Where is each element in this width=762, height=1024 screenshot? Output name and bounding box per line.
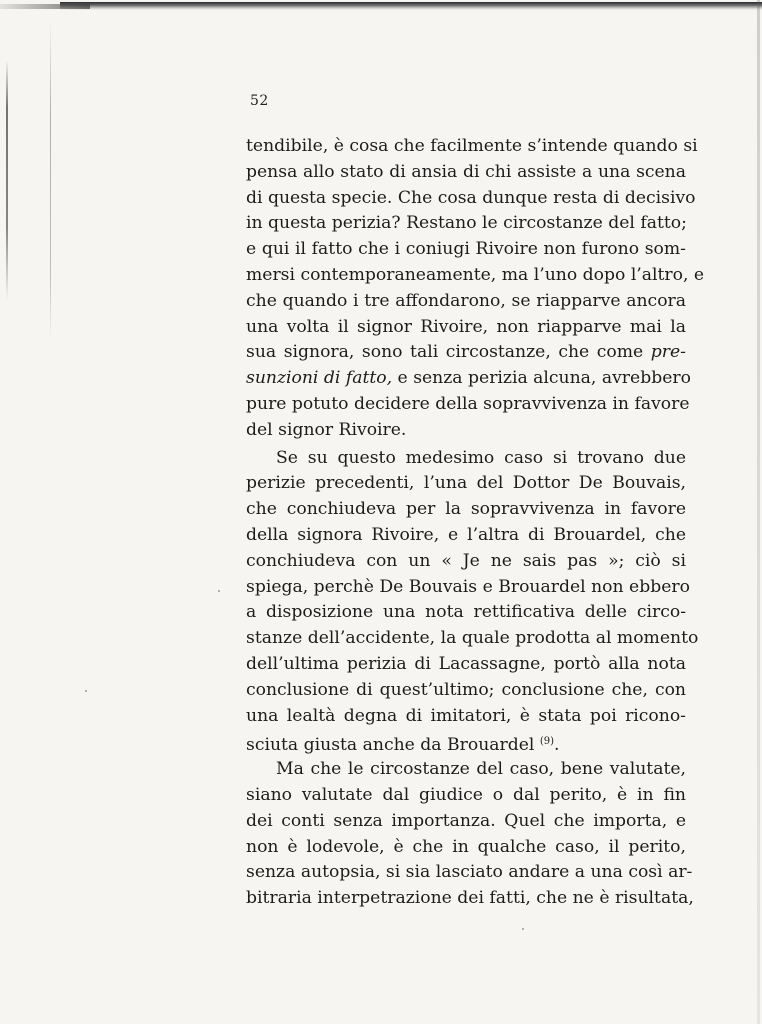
paragraph bbox=[246, 134, 705, 444]
text-line: spiega, perchè De Bouvais e Brouardel non ebbero bbox=[246, 576, 690, 597]
scan-shadow-top-left bbox=[0, 4, 90, 9]
text-line: una lealtà degna di imitatori, è stata poi ricono- bbox=[246, 705, 686, 726]
text-line: della signora Rivoire, e l’altra di Brouardel, che bbox=[246, 524, 686, 545]
scan-speck bbox=[522, 928, 524, 930]
text-line: in questa perizia? Restano le circostanze del fatto; bbox=[246, 213, 687, 234]
text-line: e qui il fatto che i coniugi Rivoire non furono som- bbox=[246, 239, 686, 260]
italic-phrase: sunzioni di fatto, bbox=[246, 368, 393, 389]
paragraph bbox=[246, 446, 699, 756]
scan-shadow-top bbox=[60, 2, 762, 10]
scan-binding-line bbox=[50, 20, 51, 340]
text-line: pure potuto decidere della sopravvivenza in favore bbox=[246, 393, 690, 414]
text-line: che conchiudeva per la sopravvivenza in favore bbox=[246, 499, 686, 520]
paragraph bbox=[246, 757, 694, 912]
text-line: stanze dell’accidente, la quale prodotta al momento bbox=[246, 628, 699, 649]
text-line: di questa specie. Che cosa dunque resta di decisivo bbox=[246, 187, 696, 208]
text-line: siano valutate dal giudice o dal perito, è in fin bbox=[246, 784, 686, 805]
scan-shadow-left bbox=[6, 60, 8, 300]
scan-speck bbox=[85, 690, 87, 692]
text-line: perizie precedenti, l’una del Dottor De Bouvais, bbox=[246, 473, 686, 494]
text-line: sciuta giusta anche da Brouardel $^{(9)}$. bbox=[246, 735, 560, 756]
text-line: sua signora, sono tali circostanze, che come pre- bbox=[246, 342, 686, 363]
scan-shadow-right bbox=[757, 0, 760, 1024]
text-line: bitraria interpetrazione dei fatti, che ne è risultata, bbox=[246, 888, 694, 909]
body-text bbox=[246, 134, 705, 912]
scan-speck bbox=[218, 590, 220, 592]
footnote-punctuation: . bbox=[554, 735, 560, 756]
text-line: conchiudeva con un « Je ne sais pas »; ciò si bbox=[246, 550, 686, 571]
text-line: conclusione di quest’ultimo; conclusione che, con bbox=[246, 679, 686, 700]
italic-phrase: pre- bbox=[650, 342, 686, 363]
text-line: Ma che le circostanze del caso, bene valutate, bbox=[276, 759, 686, 780]
text-line: Se su questo medesimo caso si trovano due bbox=[276, 447, 686, 468]
text-line: a disposizione una nota rettificativa delle circo- bbox=[246, 602, 686, 623]
footnote-reference: (9) bbox=[539, 736, 555, 748]
text-line: dei conti senza importanza. Quel che importa, e bbox=[246, 810, 686, 831]
text-line: non è lodevole, è che in qualche caso, il perito, bbox=[246, 836, 686, 857]
text-line: del signor Rivoire. bbox=[246, 419, 407, 440]
text-line: pensa allo stato di ansia di chi assiste a una scena bbox=[246, 161, 686, 182]
text-line: che quando i tre affondarono, se riapparve ancora bbox=[246, 290, 686, 311]
text-line: senza autopsia, si sia lasciato andare a una così ar- bbox=[246, 862, 693, 883]
text-line: mersi contemporaneamente, ma l’uno dopo l’altro, e bbox=[246, 264, 705, 285]
text-line: dell’ultima perizia di Lacassagne, portò alla nota bbox=[246, 653, 686, 674]
text-line: una volta il signor Rivoire, non riapparve mai la bbox=[246, 316, 686, 337]
text-line: sunzioni di fatto, e senza perizia alcuna, avrebbero bbox=[246, 368, 691, 389]
text-line: tendibile, è cosa che facilmente s’intende quando si bbox=[246, 136, 698, 156]
page-number: 52 bbox=[250, 93, 269, 109]
